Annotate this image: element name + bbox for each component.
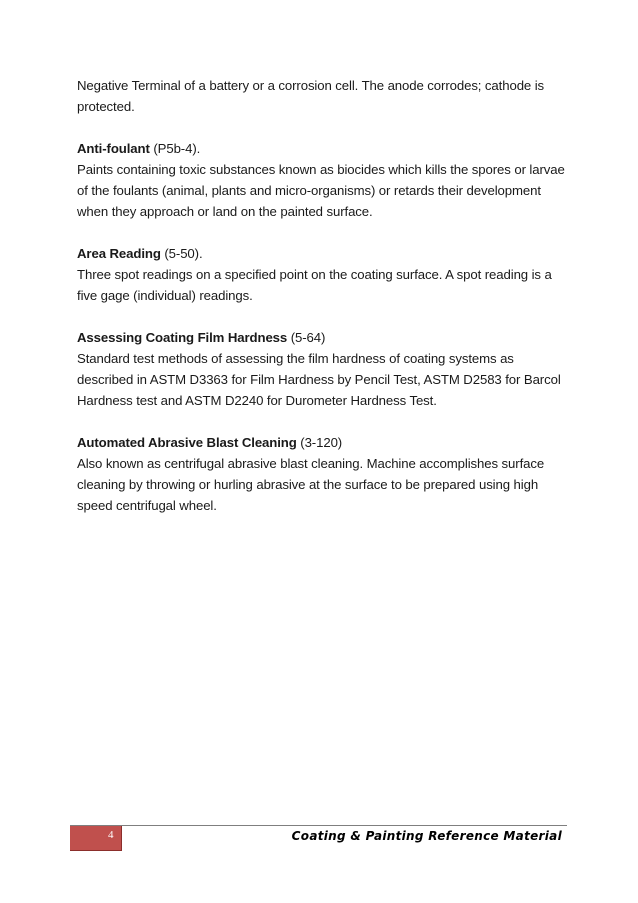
entry-reference: (P5b-4). (149, 141, 201, 156)
footer-divider (70, 825, 567, 826)
intro-text: Negative Terminal of a battery or a corrosion cell. The anode corrodes; cathode is protected. (77, 78, 545, 114)
entry-reference: (5-50). (160, 246, 203, 261)
glossary-entry (77, 432, 567, 516)
entry-term: Area Reading (77, 246, 161, 261)
page-number: 4 (108, 829, 114, 841)
entry-definition: Standard test methods of assessing the film hardness of coating systems as described in ASTM D3363 for Film Hardness by Pencil Test, ASTM D2583 for Barcol Hardness test and ASTM D2240 for Durometer Hardness Test. (77, 351, 561, 408)
page-number-badge (70, 826, 122, 851)
page-body (77, 75, 567, 537)
entry-definition: Three spot readings on a specified point on the coating surface. A spot reading is a five gage (individual) readings. (77, 267, 552, 303)
entry-definition: Also known as centrifugal abrasive blast cleaning. Machine accomplishes surface cleaning by throwing or hurling abrasive at the surface to be prepared using high speed centrifugal wheel. (77, 456, 545, 513)
entry-term: Assessing Coating Film Hardness (77, 330, 288, 345)
glossary-entry (77, 327, 567, 411)
entry-reference: (5-64) (287, 330, 326, 345)
entry-term: Anti-foulant (77, 141, 150, 156)
glossary-entry (77, 243, 567, 306)
intro-paragraph (77, 75, 567, 117)
entry-definition: Paints containing toxic substances known as biocides which kills the spores or larvae of the foulants (animal, plants and micro-organisms) or retards their development when they approach or land on the painted surface. (77, 162, 565, 219)
footer-title: Coating & Painting Reference Material (291, 829, 562, 843)
glossary-entry (77, 138, 567, 222)
entry-term: Automated Abrasive Blast Cleaning (77, 435, 297, 450)
entry-reference: (3-120) (296, 435, 343, 450)
